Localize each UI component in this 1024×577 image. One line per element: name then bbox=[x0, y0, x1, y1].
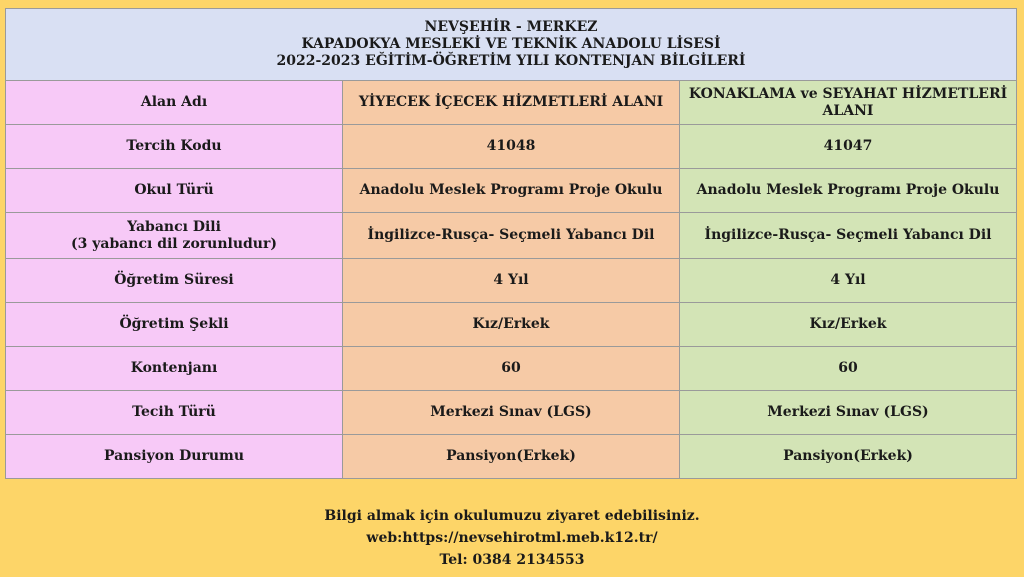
cell-food-service: İngilizce-Rusça- Seçmeli Yabancı Dil bbox=[343, 213, 680, 259]
cell-food-service: 4 Yıl bbox=[343, 259, 680, 303]
row-label-note: (3 yabancı dil zorunludur) bbox=[71, 235, 277, 252]
footer-phone: Tel: 0384 2134553 bbox=[439, 552, 585, 568]
cell-food-service: Merkezi Sınav (LGS) bbox=[343, 391, 680, 435]
row-label bbox=[6, 213, 343, 259]
cell-food-service: Pansiyon(Erkek) bbox=[343, 435, 680, 479]
table-row bbox=[6, 347, 1017, 391]
cell-hospitality: Pansiyon(Erkek) bbox=[680, 435, 1017, 479]
cell-hospitality: 41047 bbox=[680, 125, 1017, 169]
cell-hospitality: Kız/Erkek bbox=[680, 303, 1017, 347]
title-line-2: KAPADOKYA MESLEKİ VE TEKNİK ANADOLU LİSESİ bbox=[301, 36, 721, 52]
row-label: Öğretim Şekli bbox=[6, 303, 343, 347]
row-label: Pansiyon Durumu bbox=[6, 435, 343, 479]
table-title bbox=[6, 9, 1017, 81]
cell-food-service: 41048 bbox=[343, 125, 680, 169]
cell-food-service: 60 bbox=[343, 347, 680, 391]
cell-hospitality: 60 bbox=[680, 347, 1017, 391]
row-label: Okul Türü bbox=[6, 169, 343, 213]
title-line-1: NEVŞEHİR - MERKEZ bbox=[424, 19, 598, 35]
table-row bbox=[6, 303, 1017, 347]
cell-hospitality: 4 Yıl bbox=[680, 259, 1017, 303]
table-row bbox=[6, 125, 1017, 169]
cell-hospitality: Merkezi Sınav (LGS) bbox=[680, 391, 1017, 435]
table-row bbox=[6, 169, 1017, 213]
cell-food-service: Anadolu Meslek Programı Proje Okulu bbox=[343, 169, 680, 213]
table-row bbox=[6, 81, 1017, 125]
table-row bbox=[6, 435, 1017, 479]
cell-hospitality: KONAKLAMA ve SEYAHAT HİZMETLERİ ALANI bbox=[680, 81, 1017, 125]
quota-table bbox=[5, 8, 1017, 479]
footer-website: web:https://nevsehirotml.meb.k12.tr/ bbox=[366, 530, 658, 546]
row-label: Öğretim Süresi bbox=[6, 259, 343, 303]
cell-food-service: YİYECEK İÇECEK HİZMETLERİ ALANI bbox=[343, 81, 680, 125]
cell-hospitality: İngilizce-Rusça- Seçmeli Yabancı Dil bbox=[680, 213, 1017, 259]
row-label: Tecih Türü bbox=[6, 391, 343, 435]
cell-hospitality: Anadolu Meslek Programı Proje Okulu bbox=[680, 169, 1017, 213]
row-label: Alan Adı bbox=[6, 81, 343, 125]
table-row bbox=[6, 391, 1017, 435]
footer-visit-text: Bilgi almak için okulumuzu ziyaret edebilisiniz. bbox=[324, 508, 700, 524]
contact-footer bbox=[0, 505, 1024, 571]
table-row bbox=[6, 259, 1017, 303]
info-sheet bbox=[5, 8, 1017, 482]
header-row bbox=[6, 9, 1017, 81]
row-label: Tercih Kodu bbox=[6, 125, 343, 169]
cell-food-service: Kız/Erkek bbox=[343, 303, 680, 347]
row-label-main: Yabancı Dili bbox=[127, 218, 221, 235]
title-line-3: 2022-2023 EĞİTİM-ÖĞRETİM YILI KONTENJAN BİLGİLERİ bbox=[276, 53, 746, 69]
table-row bbox=[6, 213, 1017, 259]
row-label: Kontenjanı bbox=[6, 347, 343, 391]
